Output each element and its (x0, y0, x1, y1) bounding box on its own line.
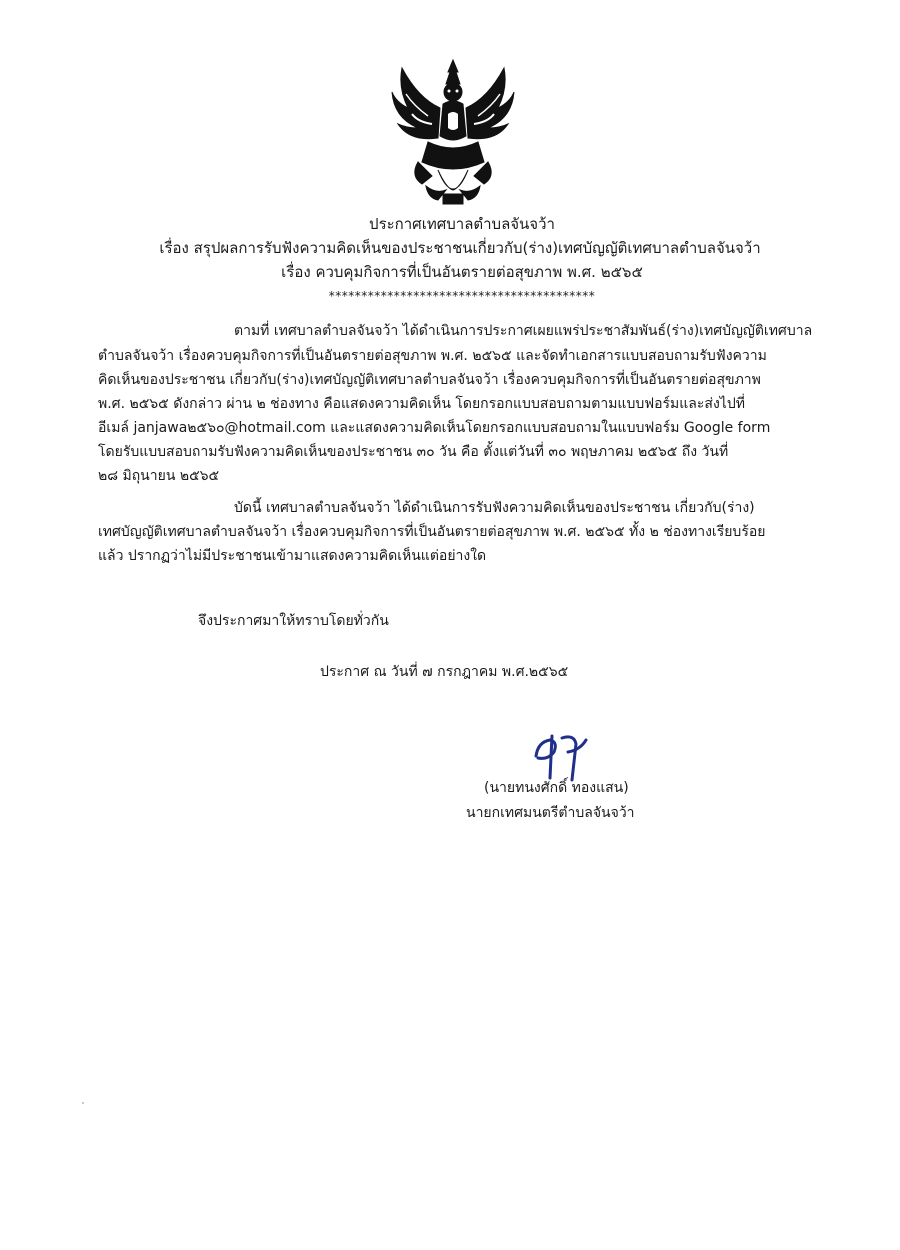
announcement-date: ประกาศ ณ วันที่ ๗ กรกฎาคม พ.ศ.๒๕๖๕ (320, 664, 569, 680)
subject-line-2: เรื่อง ควบคุมกิจการที่เป็นอันตรายต่อสุขภาพ พ.ศ. ๒๕๖๕ (281, 263, 643, 281)
body-line: บัดนี้ เทศบาลตำบลจันจว้า ได้ดำเนินการรับฟังความคิดเห็นของประชาชน เกี่ยวกับ(ร่าง) (234, 500, 755, 516)
body-line: เทศบัญญัติเทศบาลตำบลจันจว้า เรื่องควบคุมกิจการที่เป็นอันตรายต่อสุขภาพ พ.ศ. ๒๕๖๕ ทั้ง ๒ ช่องทางเรียบร้อย (98, 524, 766, 540)
body-line: ๒๘ มิถุนายน ๒๕๖๕ (98, 468, 220, 484)
body-line: ตำบลจันจว้า เรื่องควบคุมกิจการที่เป็นอันตรายต่อสุขภาพ พ.ศ. ๒๕๖๕ และจัดทำเอกสารแบบสอบถามรับฟังความ (98, 348, 767, 364)
closing-statement: จึงประกาศมาให้ทราบโดยทั่วกัน (198, 613, 389, 629)
body-line: พ.ศ. ๒๕๖๕ ดังกล่าว ผ่าน ๒ ช่องทาง คือแสดงความคิดเห็น โดยกรอกแบบสอบถามตามแบบฟอร์มและส่งไปที่ (98, 396, 745, 412)
announcement-title: ประกาศเทศบาลตำบลจันจว้า (369, 215, 555, 233)
body-line: อีเมล์ janjawa๒๕๖๐@hotmail.com และแสดงความคิดเห็นโดยกรอกแบบสอบถามในแบบฟอร์ม Google form (98, 420, 771, 436)
body-line: แล้ว ปรากฏว่าไม่มีประชาชนเข้ามาแสดงความคิดเห็นแต่อย่างใด (98, 548, 487, 564)
signatory-name: (นายทนงศักดิ์ ทองแสน) (484, 780, 629, 796)
scan-speck (82, 1102, 84, 1104)
separator-line: ***************************************** (328, 289, 596, 303)
signatory-position: นายกเทศมนตรีตำบลจันจว้า (466, 805, 635, 821)
body-line: ตามที่ เทศบาลตำบลจันจว้า ได้ดำเนินการประกาศเผยแพร่ประชาสัมพันธ์(ร่าง)เทศบัญญัติเทศบาล (234, 323, 813, 339)
body-line: คิดเห็นของประชาชน เกี่ยวกับ(ร่าง)เทศบัญญัติเทศบาลตำบลจันจว้า เรื่องควบคุมกิจการที่เป็นอันตรายต่อสุขภาพ (98, 372, 761, 388)
subject-line-1: เรื่อง สรุปผลการรับฟังความคิดเห็นของประชาชนเกี่ยวกับ(ร่าง)เทศบัญญัติเทศบาลตำบลจันจว้า (159, 239, 761, 257)
garuda-emblem-icon (388, 58, 518, 208)
body-line: โดยรับแบบสอบถามรับฟังความคิดเห็นของประชาชน ๓๐ วัน คือ ตั้งแต่วันที่ ๓๐ พฤษภาคม ๒๕๖๕ ถึง วันที่ (98, 444, 729, 460)
